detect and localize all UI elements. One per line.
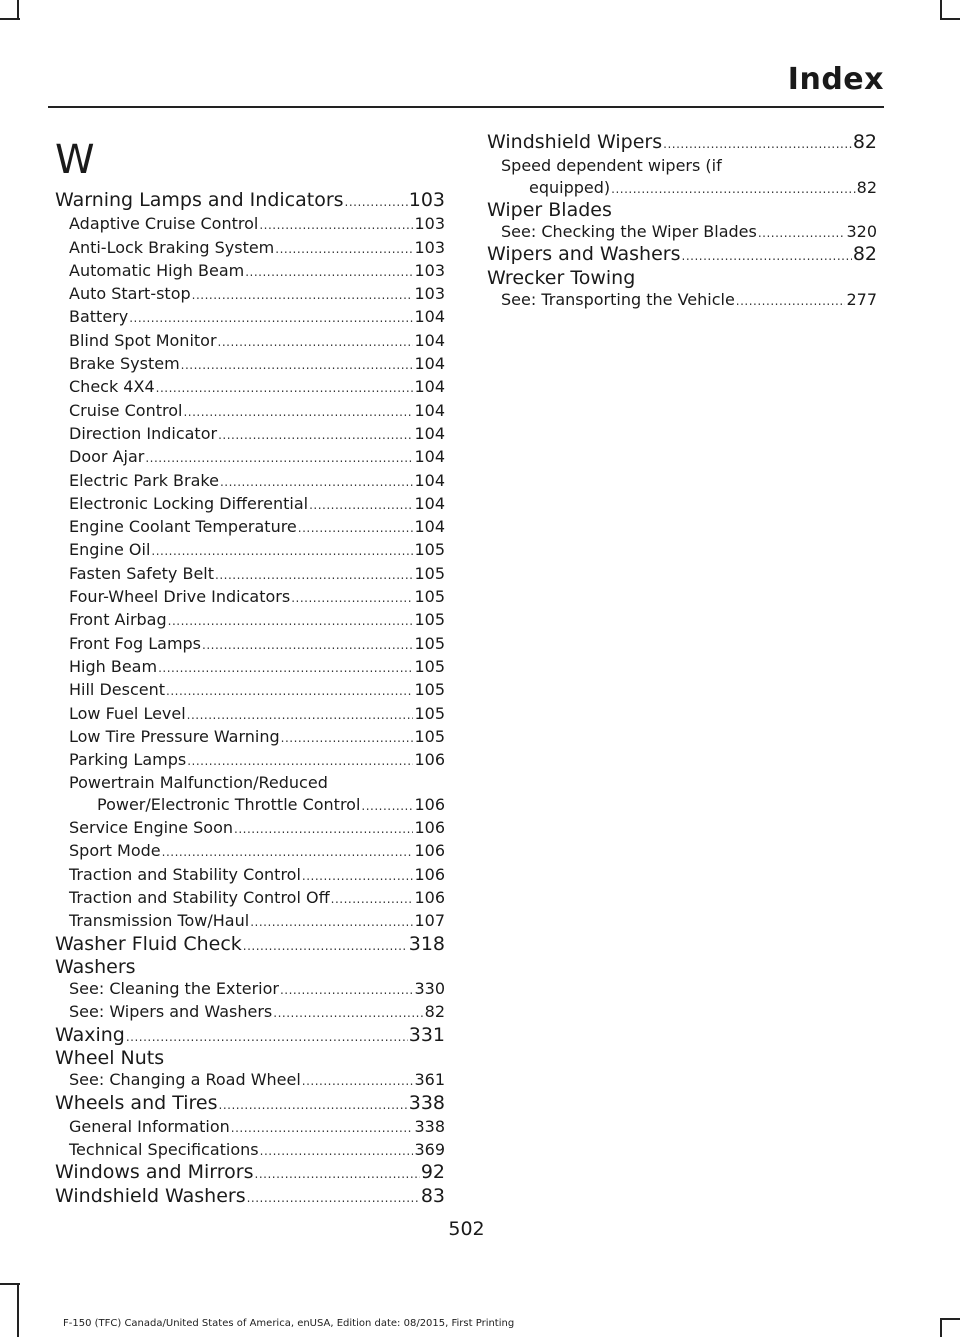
entry-text: Cruise Control: [69, 400, 183, 420]
page-ref[interactable]: 103: [408, 189, 445, 211]
page-ref[interactable]: 104: [414, 447, 445, 467]
dot-leader: [309, 495, 413, 516]
entry-text: Transmission Tow/Haul: [69, 911, 250, 931]
entry-text: Low Fuel Level: [69, 703, 186, 723]
index-subentry: [55, 887, 445, 910]
index-subentry: [55, 703, 445, 726]
dot-leader: [245, 262, 413, 283]
index-subentry: [55, 306, 445, 329]
entry-text: Traction and Stability Control Off: [69, 887, 330, 907]
dot-leader: [255, 1164, 420, 1185]
entry-text: Auto Start-stop: [69, 284, 191, 304]
page-ref[interactable]: 105: [414, 726, 445, 746]
entry-text: Door Ajar: [69, 447, 145, 467]
index-entry: [487, 132, 877, 155]
page-ref[interactable]: 369: [414, 1140, 445, 1160]
index-subentry: [55, 910, 445, 933]
entry-text: Low Tire Pressure Warning: [69, 726, 280, 746]
index-subentry-continued: [487, 177, 877, 200]
dot-leader: [192, 285, 414, 306]
page-ref[interactable]: 82: [852, 131, 877, 153]
index-subentry: [487, 289, 877, 312]
index-subentry: Powertrain Malfunction/Reduced: [69, 773, 328, 793]
page-ref[interactable]: 106: [414, 887, 445, 907]
dot-leader: [156, 378, 414, 399]
page-ref[interactable]: 105: [414, 656, 445, 676]
index-subentry: [55, 978, 445, 1001]
index-subentry: [55, 446, 445, 469]
page-ref[interactable]: 103: [414, 237, 445, 257]
dot-leader: [187, 751, 413, 772]
entry-text: Service Engine Soon: [69, 818, 234, 838]
dot-leader: [218, 425, 413, 446]
dot-leader: [247, 1188, 420, 1209]
page-ref[interactable]: 106: [414, 818, 445, 838]
dot-leader: [231, 1118, 414, 1139]
entry-text: Front Fog Lamps: [69, 633, 202, 653]
page-ref[interactable]: 361: [414, 1070, 445, 1090]
index-entry: [55, 1186, 445, 1209]
dot-leader: [168, 611, 414, 632]
entry-text: Traction and Stability Control: [69, 864, 301, 884]
dot-leader: [215, 565, 413, 586]
entry-text: Front Airbag: [69, 610, 167, 630]
dot-leader: [158, 658, 413, 679]
page-ref[interactable]: 105: [414, 540, 445, 560]
index-entry: [55, 1093, 445, 1116]
dot-leader: [162, 842, 414, 863]
index-subentry: [55, 609, 445, 632]
entry-text: General Information: [69, 1116, 230, 1136]
entry-text: Windows and Mirrors: [55, 1161, 254, 1184]
index-entry: [487, 244, 877, 267]
index-heading: Wheel Nuts: [55, 1046, 165, 1069]
entry-text: Blind Spot Monitor: [69, 330, 217, 350]
index-heading: Wrecker Towing: [487, 266, 636, 289]
page-ref[interactable]: 83: [420, 1184, 445, 1207]
dot-leader: [682, 246, 852, 267]
entry-text: Technical Specifications: [69, 1140, 259, 1160]
dot-leader: [302, 866, 414, 887]
index-subentry: [55, 423, 445, 446]
index-subentry: [55, 330, 445, 353]
index-subentry: [55, 539, 445, 562]
dot-leader: [302, 1071, 414, 1092]
entry-text: See: Wipers and Washers: [69, 1002, 273, 1022]
page-ref[interactable]: 104: [414, 517, 445, 537]
index-heading: Wiper Blades: [487, 198, 612, 221]
dot-leader: [291, 588, 413, 609]
index-subentry: [55, 656, 445, 679]
page-ref[interactable]: 103: [414, 260, 445, 280]
index-subentry: [55, 1116, 445, 1139]
page-ref[interactable]: 103: [414, 214, 445, 234]
crop-mark: [940, 18, 960, 20]
crop-mark: [17, 1285, 19, 1337]
crop-mark: [940, 1318, 960, 1320]
dot-leader: [219, 1095, 408, 1116]
index-subentry: [55, 726, 445, 749]
entry-text: Fasten Safety Belt: [69, 563, 215, 583]
index-entry: [55, 1025, 445, 1048]
page-ref[interactable]: 105: [414, 633, 445, 653]
index-subentry: [55, 817, 445, 840]
page-ref[interactable]: 104: [414, 377, 445, 397]
index-entry: [55, 1162, 445, 1185]
entry-text: equipped): [529, 177, 611, 197]
entry-text: Wheels and Tires: [55, 1091, 218, 1114]
dot-leader: [259, 215, 413, 236]
entry-text: Electric Park Brake: [69, 470, 219, 490]
entry-text: Brake System: [69, 354, 180, 374]
dot-leader: [145, 448, 413, 469]
entry-text: Direction Indicator: [69, 423, 218, 443]
index-subentry-continued: [55, 794, 445, 817]
entry-text: See: Transporting the Vehicle: [501, 290, 735, 310]
crop-mark: [940, 0, 942, 20]
dot-leader: [187, 705, 414, 726]
dot-leader: [218, 332, 414, 353]
index-column-right: [487, 132, 877, 312]
entry-text: Waxing: [55, 1023, 125, 1046]
page-ref[interactable]: 318: [408, 932, 445, 955]
page-ref[interactable]: 330: [414, 979, 445, 999]
entry-text: Anti-Lock Braking System: [69, 237, 275, 257]
page-ref[interactable]: 104: [414, 423, 445, 443]
index-subentry: [55, 749, 445, 772]
dot-leader: [250, 912, 413, 933]
index-subentry: [55, 586, 445, 609]
dot-leader: [611, 179, 856, 200]
page-ref[interactable]: 104: [414, 354, 445, 374]
entry-text: Warning Lamps and Indicators: [55, 189, 344, 211]
page-ref[interactable]: 320: [846, 222, 877, 242]
page-ref[interactable]: 92: [420, 1161, 445, 1184]
dot-leader: [275, 239, 413, 260]
entry-text: Electronic Locking Differential: [69, 493, 309, 513]
page-ref[interactable]: 104: [414, 307, 445, 327]
page-ref[interactable]: 104: [414, 493, 445, 513]
entry-text: Check 4X4: [69, 377, 155, 397]
index-subentry: [55, 1001, 445, 1024]
index-subentry: [55, 213, 445, 236]
index-subentry: [55, 400, 445, 423]
entry-text: Sport Mode: [69, 841, 161, 861]
page-ref[interactable]: 103: [414, 284, 445, 304]
index-subentry: [55, 376, 445, 399]
page-ref[interactable]: 105: [414, 610, 445, 630]
entry-text: Windshield Wipers: [487, 131, 663, 153]
page-ref[interactable]: 106: [414, 750, 445, 770]
dot-leader: [243, 936, 408, 957]
index-heading: Washers: [55, 955, 136, 978]
index-subentry: [55, 353, 445, 376]
page-ref[interactable]: 105: [414, 563, 445, 583]
entry-text: Automatic High Beam: [69, 260, 245, 280]
dot-leader: [361, 796, 413, 817]
index-subentry: [55, 283, 445, 306]
page-ref[interactable]: 104: [414, 470, 445, 490]
entry-text: Washer Fluid Check: [55, 932, 242, 955]
index-list: [487, 132, 877, 312]
page-ref[interactable]: 338: [414, 1116, 445, 1136]
edition-note: F-150 (TFC) Canada/United States of America, enUSA, Edition date: 08/2015, First Printing: [63, 1318, 515, 1329]
index-subentry: [55, 516, 445, 539]
dot-leader: [183, 402, 413, 423]
index-column-left: [55, 132, 445, 1209]
page-ref[interactable]: 82: [856, 177, 877, 197]
page-ref[interactable]: 106: [414, 794, 445, 814]
entry-text: Parking Lamps: [69, 750, 187, 770]
entry-text: See: Cleaning the Exterior: [69, 979, 279, 999]
index-subentry: [55, 633, 445, 656]
page-ref[interactable]: 105: [414, 587, 445, 607]
page-ref[interactable]: 106: [414, 864, 445, 884]
section-letter: W: [55, 137, 95, 183]
entry-text: Four-Wheel Drive Indicators: [69, 587, 291, 607]
index-subentry: [55, 260, 445, 283]
index-subentry: [487, 221, 877, 244]
index-subentry: [55, 679, 445, 702]
index-subentry: [55, 1139, 445, 1162]
crop-mark: [0, 1283, 20, 1285]
entry-text: See: Changing a Road Wheel: [69, 1070, 301, 1090]
page-ref[interactable]: 331: [408, 1023, 445, 1046]
entry-text: Hill Descent: [69, 680, 166, 700]
dot-leader: [280, 980, 413, 1001]
page-title: Index: [787, 62, 884, 97]
dot-leader: [220, 472, 414, 493]
entry-text: Battery: [69, 307, 129, 327]
index-subentry: [55, 864, 445, 887]
page-ref[interactable]: 104: [414, 400, 445, 420]
dot-leader: [736, 291, 846, 312]
crop-mark: [940, 1318, 942, 1337]
page-ref[interactable]: 105: [414, 680, 445, 700]
index-subentry: [55, 470, 445, 493]
dot-leader: [126, 1027, 408, 1048]
dot-leader: [758, 223, 846, 244]
dot-leader: [166, 681, 413, 702]
crop-mark: [17, 0, 19, 20]
index-subentry: [55, 1069, 445, 1092]
dot-leader: [260, 1141, 414, 1162]
dot-leader: [331, 889, 414, 910]
entry-text: Windshield Washers: [55, 1184, 246, 1207]
entry-text: See: Checking the Wiper Blades: [501, 222, 757, 242]
header-divider: [48, 106, 884, 108]
index-entry: [55, 190, 445, 213]
entry-text: Adaptive Cruise Control: [69, 214, 259, 234]
page-ref[interactable]: 105: [414, 703, 445, 723]
index-subentry: [55, 493, 445, 516]
index-subentry: Speed dependent wipers (if: [501, 156, 722, 176]
page-ref[interactable]: 338: [408, 1091, 445, 1114]
index-list: [55, 190, 445, 1209]
dot-leader: [202, 635, 413, 656]
dot-leader: [298, 518, 414, 539]
dot-leader: [273, 1003, 423, 1024]
dot-leader: [129, 308, 413, 329]
dot-leader: [663, 134, 852, 155]
crop-mark: [0, 18, 20, 20]
entry-text: High Beam: [69, 656, 158, 676]
index-subentry: [55, 840, 445, 863]
page-ref[interactable]: 107: [414, 911, 445, 931]
page-number: 502: [448, 1218, 485, 1240]
dot-leader: [234, 819, 413, 840]
entry-text: Engine Oil: [69, 540, 151, 560]
page-ref[interactable]: 104: [414, 330, 445, 350]
entry-text: Wipers and Washers: [487, 243, 681, 266]
page-ref[interactable]: 82: [852, 243, 877, 266]
page-ref[interactable]: 106: [414, 841, 445, 861]
index-subentry: [55, 563, 445, 586]
entry-text: Power/Electronic Throttle Control: [97, 794, 361, 814]
page-ref[interactable]: 277: [846, 290, 877, 310]
page-ref[interactable]: 82: [424, 1002, 445, 1022]
dot-leader: [181, 355, 414, 376]
dot-leader: [281, 728, 414, 749]
entry-text: Engine Coolant Temperature: [69, 517, 297, 537]
index-entry: [55, 934, 445, 957]
index-subentry: [55, 237, 445, 260]
dot-leader: [345, 192, 408, 213]
dot-leader: [151, 541, 413, 562]
